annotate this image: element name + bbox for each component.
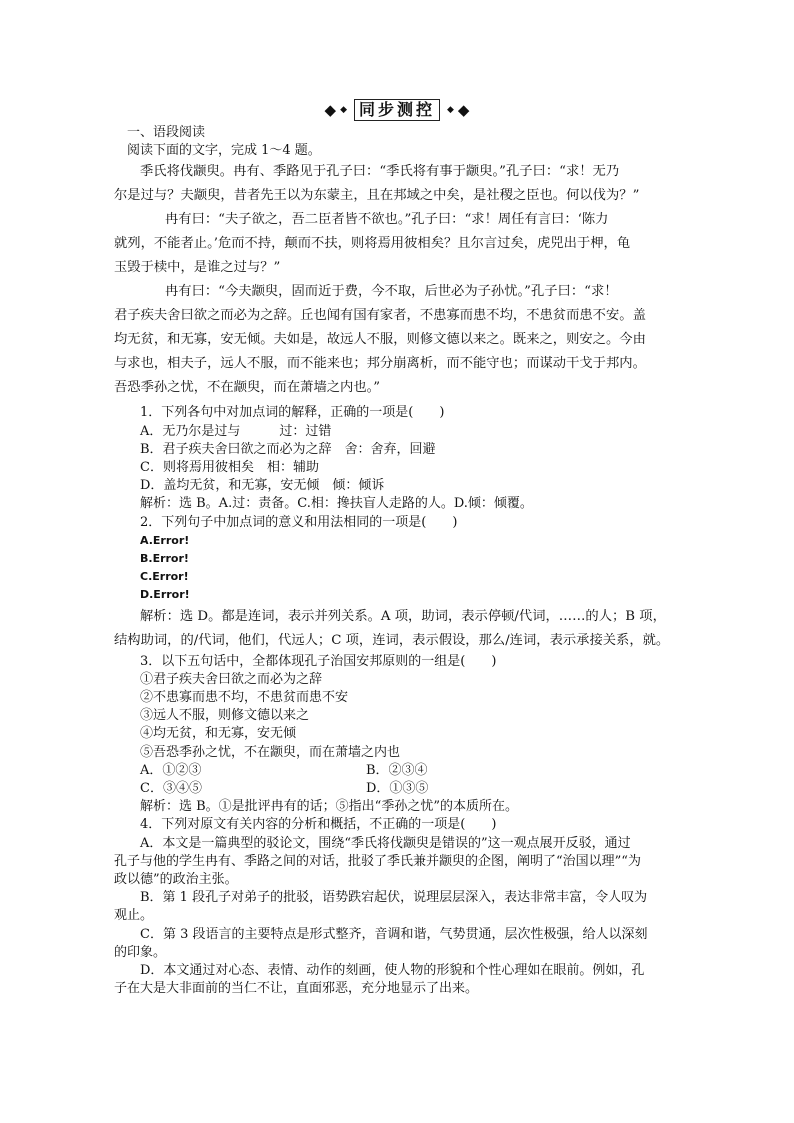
list-item: ⑤吾恐季孙之忧，不在颛臾，而在萧墙之内也: [140, 744, 401, 760]
option-a: A．无乃尔是过与 过：过错: [140, 423, 332, 439]
question-2: [114, 514, 684, 653]
options-row: [114, 762, 684, 780]
option-c: C．则将焉用彼相矣 相：辅助: [140, 460, 319, 476]
question-stem: 4．下列对原文有关内容的分析和概括，不正确的一项是( ): [140, 817, 497, 833]
option-d: D．盖均无贫，和无寡，安无倾 倾：倾诉: [140, 478, 385, 494]
list-item: ①君子疾夫舍曰欲之而必为之辞: [140, 671, 323, 687]
analysis: 解析：选 B。A.过：责备。C.相：搀扶盲人走路的人。D.倾：倾覆。: [140, 496, 533, 512]
option-c: C.Error!: [140, 570, 189, 584]
option-a: A．①②③: [140, 762, 202, 778]
passage-line: 均无贫，和无寡，安无倾。夫如是，故远人不服，则修文德以来之。既来之，则安之。今由: [114, 332, 646, 348]
question-stem: 3．以下五句话中，全都体现孔子治国安邦原则的一组是( ): [140, 653, 497, 669]
question-1: [114, 404, 684, 513]
list-item: ③远人不服，则修文德以来之: [140, 708, 310, 724]
page-title: 同步测控: [354, 99, 440, 121]
list-item: ②不患寡而患不均，不患贫而患不安: [140, 690, 349, 706]
option-b: B.Error!: [140, 552, 189, 566]
diamond-icon: ◆: [457, 101, 470, 119]
option-line: 观止。: [114, 908, 154, 924]
option-line: 子在大是大非面前的当仁不让，直面邪恶，充分地显示了出来。: [114, 981, 479, 997]
passage-line: 季氏将伐颛臾。冉有、季路见于孔子曰：“季氏将有事于颛臾。”孔子曰：“求！无乃: [140, 164, 620, 180]
passage-line: 与求也，相夫子，远人不服，而不能来也；邦分崩离析，而不能守也；而谋动干戈于邦内。: [114, 356, 646, 372]
option-line: 孔子与他的学生冉有、季路之间的对话，批驳了季氏兼并颛臾的企图，阐明了“治国以理”“为: [114, 853, 641, 869]
section-header: [0, 98, 794, 122]
option-line: D．本文通过对心态、表情、动作的刻画，使人物的形貌和个性心理如在眼前。例如，孔: [140, 963, 645, 979]
document-body: [114, 124, 684, 999]
list-item: ④均无贫，和无寡，安无倾: [140, 726, 297, 742]
small-diamond-icon: ◆: [447, 105, 454, 115]
option-line: 的印象。: [114, 944, 167, 960]
option-d: D．①③⑤: [366, 781, 429, 797]
option-a: A.Error!: [140, 533, 190, 547]
option-b: B．②③④: [366, 762, 428, 778]
passage-line: 就列，不能者止。’危而不持，颠而不扶，则将焉用彼相矣？且尔言过矣，虎兕出于柙，龟: [114, 236, 631, 252]
diamond-icon: ◆: [324, 101, 337, 119]
option-line: A．本文是一篇典型的驳论文，围绕“季氏将伐颛臾是错误的”这一观点展开反驳，通过: [140, 835, 631, 851]
passage: [114, 160, 684, 400]
option-d: D.Error!: [140, 588, 190, 602]
option-c: C．③④⑤: [140, 781, 202, 797]
passage-line: 尔是过与？夫颛臾，昔者先王以为东蒙主，且在邦域之中矣，是社稷之臣也。何以伐为？”: [114, 188, 640, 204]
option-line: 政以德”的政治主张。: [114, 872, 238, 888]
section-title: 一、语段阅读: [127, 125, 206, 140]
passage-line: 冉有曰：“今夫颛臾，固而近于费，今不取，后世必为子孙忧。”孔子曰：“求！: [165, 284, 618, 300]
analysis: 解析：选 D。都是连词，表示并列关系。A 项，助词，表示停顿/代词，……的人；B 项，: [140, 608, 666, 624]
option-line: C．第 3 段语言的主要特点是形式整齐，音调和谐，气势贯通，层次性极强，给人以深刻: [140, 926, 648, 942]
passage-line: 吾恐季孙之忧，不在颛臾，而在萧墙之内也。”: [114, 380, 381, 396]
instruction: 阅读下面的文字，完成 1～4 题。: [127, 143, 321, 159]
question-stem: 2．下列句子中加点词的意义和用法相同的一项是( ): [140, 514, 458, 530]
small-diamond-icon: ◆: [340, 105, 347, 115]
passage-line: 玉毁于椟中，是谁之过与？”: [114, 260, 281, 276]
option-line: B．第 1 段孔子对弟子的批驳，语势跌宕起伏，说理层层深入，表达非常丰富，令人叹为: [140, 890, 648, 906]
analysis: 结构助词，的/代词，他们，代远人；C 项，连词，表示假设，那么/连词，表示承接关系，就。: [114, 632, 670, 648]
options-row: [114, 780, 684, 798]
passage-line: 君子疾夫舍曰欲之而必为之辞。丘也闻有国有家者，不患寡而患不均，不患贫而患不安。盖: [114, 308, 646, 324]
question-4: [114, 816, 684, 998]
question-stem: 1．下列各句中对加点词的解释，正确的一项是( ): [140, 405, 445, 421]
question-3: [114, 653, 684, 817]
option-b: B．君子疾夫舍曰欲之而必为之辞 舍：舍弃，回避: [140, 441, 436, 457]
passage-line: 冉有曰：“夫子欲之，吾二臣者皆不欲也。”孔子曰：“求！周任有言曰：‘陈力: [165, 212, 609, 228]
analysis: 解析：选 B。①是批评冉有的话；⑤指出“季孙之忧”的本质所在。: [140, 799, 518, 815]
